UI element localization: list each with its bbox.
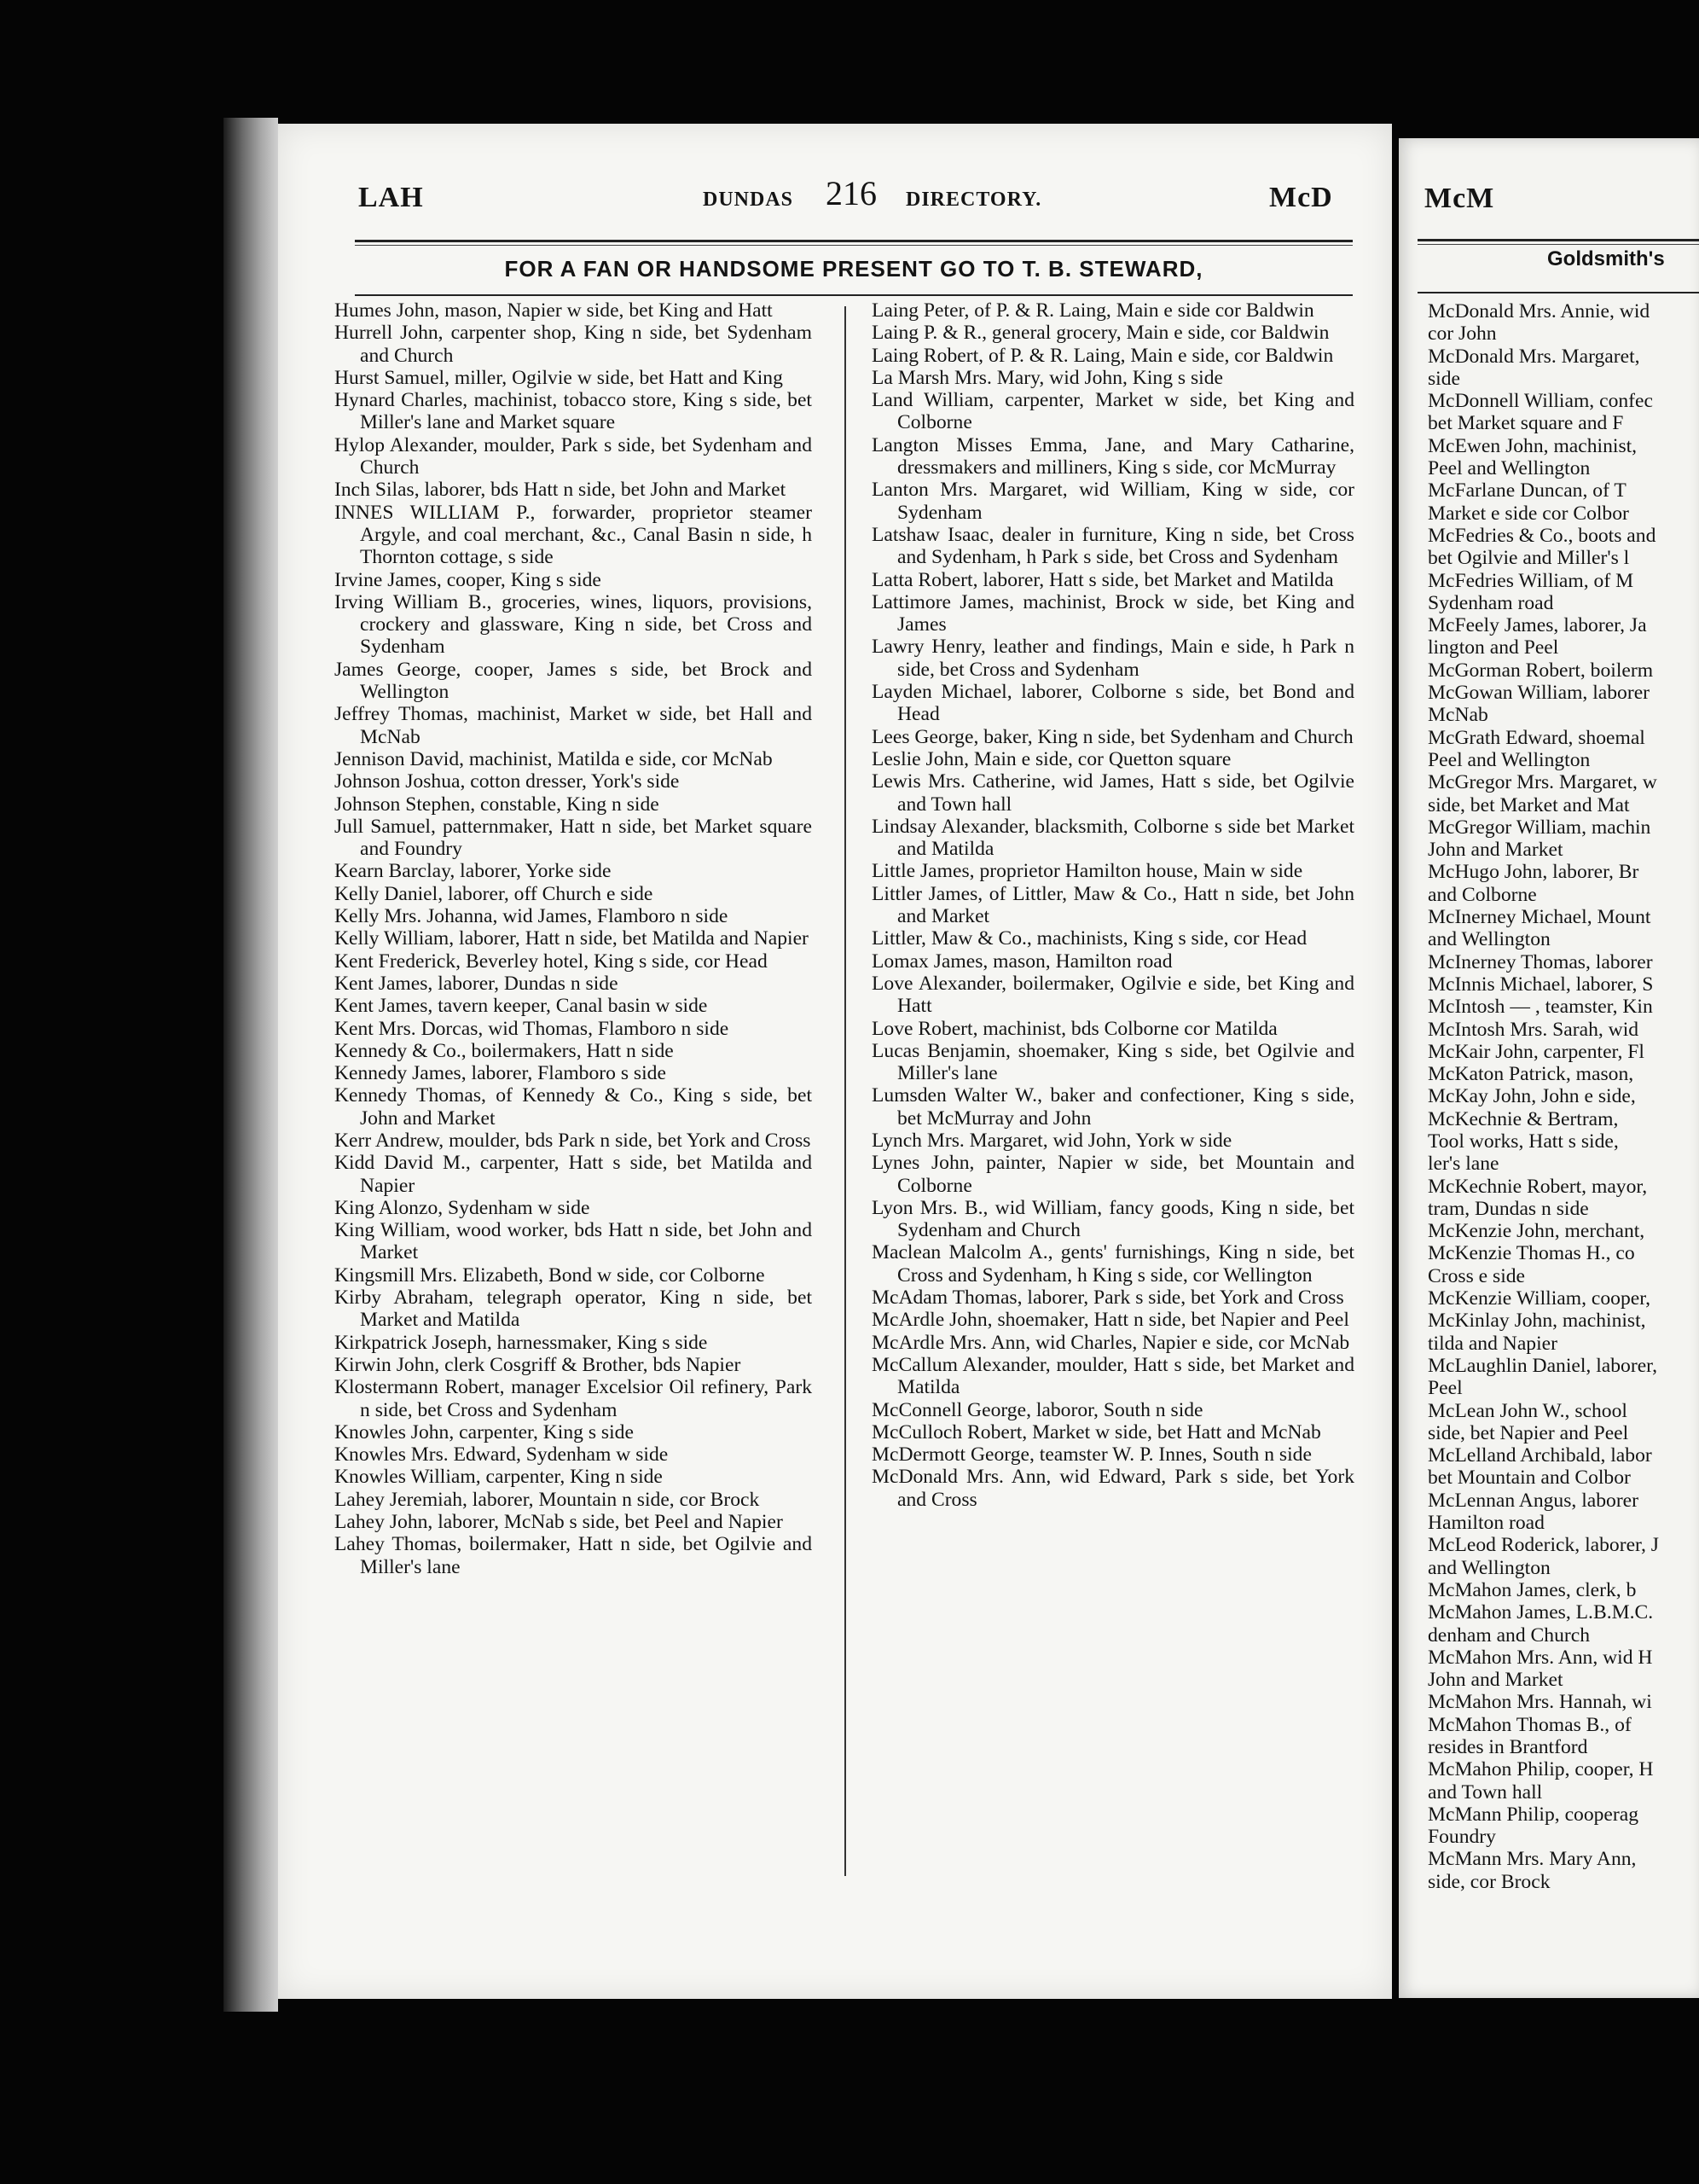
directory-entry: Knowles John, carpenter, King s side xyxy=(334,1420,634,1443)
directory-entry-fragment: McHugo John, laborer, Br xyxy=(1428,861,1639,884)
directory-entry: Lynch Mrs. Margaret, wid John, York w side xyxy=(872,1129,1232,1152)
directory-entry-fragment: McNab xyxy=(1428,704,1488,727)
directory-entry-fragment: Hamilton road xyxy=(1428,1512,1545,1535)
directory-entry: Lahey Jeremiah, laborer, Mountain n side, cor Brock xyxy=(334,1488,760,1511)
directory-entry: Little James, proprietor Hamilton house, Main w side xyxy=(872,860,1303,883)
facing-page xyxy=(1399,138,1699,1998)
directory-entry: Littler James, of Littler, Maw & Co., Hatt n side, bet John and Market xyxy=(872,882,1354,928)
directory-entry: McConnell George, laboror, South n side xyxy=(872,1398,1203,1421)
directory-entry-fragment: McGrath Edward, shoemal xyxy=(1428,726,1645,749)
directory-entry: Jennison David, machinist, Matilda e side, cor McNab xyxy=(334,747,773,770)
directory-entry-fragment: tilda and Napier xyxy=(1428,1332,1557,1355)
directory-entry-fragment: McMann Mrs. Mary Ann, xyxy=(1428,1848,1637,1871)
directory-entry-fragment: McGregor William, machin xyxy=(1428,816,1651,839)
directory-entry: Lees George, baker, King n side, bet Sydenham and Church xyxy=(872,725,1354,748)
directory-entry: Lawry Henry, leather and findings, Main e side, h Park n side, bet Cross and Sydenham xyxy=(872,636,1354,681)
directory-entry: Inch Silas, laborer, bds Hatt n side, bet John and Market xyxy=(334,479,786,502)
directory-entry: McAdam Thomas, laborer, Park s side, bet York and Cross xyxy=(872,1287,1344,1310)
directory-entry: Love Alexander, boilermaker, Ogilvie e side, bet King and Hatt xyxy=(872,972,1354,1018)
directory-entry: Langton Misses Emma, Jane, and Mary Catharine, dressmakers and milliners, King s side, cor McMurray xyxy=(872,433,1354,479)
directory-entry: Kirwin John, clerk Cosgriff & Brother, bds Napier xyxy=(334,1353,741,1376)
directory-entry-fragment: McFedries & Co., boots and xyxy=(1428,524,1656,547)
directory-entry: King William, wood worker, bds Hatt n side, bet John and Market xyxy=(334,1219,812,1264)
directory-entry: Kent James, laborer, Dundas n side xyxy=(334,972,618,995)
directory-entry-fragment: McMahon Mrs. Ann, wid H xyxy=(1428,1646,1653,1669)
page-header xyxy=(278,173,1392,224)
directory-entry: Hurrell John, carpenter shop, King n side, bet Sydenham and Church xyxy=(334,322,812,367)
directory-entry-fragment: McLelland Archibald, labor xyxy=(1428,1444,1652,1467)
directory-entry-fragment: McMahon Mrs. Hannah, wi xyxy=(1428,1691,1652,1714)
directory-entry-fragment: McDonnell William, confec xyxy=(1428,390,1653,413)
directory-entry-fragment: McGorman Robert, boilerm xyxy=(1428,659,1654,682)
directory-entry: Hynard Charles, machinist, tobacco store, King s side, bet Miller's lane and Market square xyxy=(334,389,812,434)
directory-entry-fragment: Market e side cor Colbor xyxy=(1428,502,1629,525)
directory-entry: Lahey John, laborer, McNab s side, bet Peel and Napier xyxy=(334,1511,783,1534)
directory-entry-fragment: McMann Philip, cooperag xyxy=(1428,1803,1639,1826)
directory-entry-fragment: lington and Peel xyxy=(1428,636,1559,659)
header-rule xyxy=(355,240,1353,242)
facing-page-header-abbreviation: McM xyxy=(1424,183,1495,214)
directory-entry-fragment: McKair John, carpenter, Fl xyxy=(1428,1040,1644,1063)
header-left-abbreviation: LAH xyxy=(358,182,424,213)
directory-entry-fragment: McLean John W., school xyxy=(1428,1399,1627,1422)
directory-entry-fragment: McDonald Mrs. Annie, wid xyxy=(1428,300,1650,322)
directory-entry: Kidd David M., carpenter, Hatt s side, bet Matilda and Napier xyxy=(334,1152,812,1197)
directory-entry: Klostermann Robert, manager Excelsior Oil refinery, Park n side, bet Cross and Sydenham xyxy=(334,1376,812,1421)
directory-entry: Leslie John, Main e side, cor Quetton square xyxy=(872,747,1232,770)
directory-entry-fragment: McMahon James, clerk, b xyxy=(1428,1578,1637,1601)
directory-entry: James George, cooper, James s side, bet Brock and Wellington xyxy=(334,658,812,704)
directory-entry: Lanton Mrs. Margaret, wid William, King w side, cor Sydenham xyxy=(872,479,1354,524)
directory-entry-fragment: McKaton Patrick, mason, xyxy=(1428,1063,1634,1086)
directory-entry-fragment: Peel xyxy=(1428,1377,1463,1400)
directory-entry-fragment: and Wellington xyxy=(1428,928,1551,951)
directory-entry: Johnson Joshua, cotton dresser, York's side xyxy=(334,770,680,793)
directory-entry: Kearn Barclay, laborer, Yorke side xyxy=(334,860,612,883)
directory-entry-fragment: McMahon James, L.B.M.C. xyxy=(1428,1601,1654,1624)
directory-entry: Jull Samuel, patternmaker, Hatt n side, bet Market square and Foundry xyxy=(334,815,812,861)
directory-entry-fragment: McFedries William, of M xyxy=(1428,569,1634,592)
facing-header-rule-thin xyxy=(1418,244,1699,245)
banner-rule xyxy=(355,294,1353,296)
directory-entry: Johnson Stephen, constable, King n side xyxy=(334,793,659,816)
directory-entry-fragment: McKenzie John, merchant, xyxy=(1428,1220,1645,1243)
directory-entry-fragment: bet Mountain and Colbor xyxy=(1428,1467,1631,1490)
directory-entry-fragment: McGowan William, laborer xyxy=(1428,682,1650,705)
directory-entry: Kirkpatrick Joseph, harnessmaker, King s side xyxy=(334,1331,708,1354)
directory-entry-fragment: John and Market xyxy=(1428,839,1563,862)
directory-entry-fragment: Cross e side xyxy=(1428,1264,1526,1287)
directory-entry: Kent Frederick, Beverley hotel, King s side, cor Head xyxy=(334,950,768,973)
directory-entry: Kerr Andrew, moulder, bds Park n side, bet York and Cross xyxy=(334,1129,811,1152)
directory-page xyxy=(278,124,1392,1999)
directory-entry-fragment: McLeod Roderick, laborer, J xyxy=(1428,1534,1659,1557)
directory-entry-fragment: McKechnie & Bertram, xyxy=(1428,1107,1619,1130)
directory-entry-fragment: side, cor Brock xyxy=(1428,1870,1551,1893)
directory-entry-fragment: Foundry xyxy=(1428,1826,1496,1849)
directory-entry: Laing Robert, of P. & R. Laing, Main e side, cor Baldwin xyxy=(872,344,1334,367)
directory-entry: Kelly Mrs. Johanna, wid James, Flamboro n side xyxy=(334,905,728,928)
directory-entry: Knowles William, carpenter, King n side xyxy=(334,1466,663,1489)
directory-entry-fragment: McEwen John, machinist, xyxy=(1428,434,1638,457)
advertising-banner: FOR A FAN OR HANDSOME PRESENT GO TO T. B. STEWARD, xyxy=(504,256,1203,282)
directory-entry: Kirby Abraham, telegraph operator, King n side, bet Market and Matilda xyxy=(334,1287,812,1332)
directory-entry: Lomax James, mason, Hamilton road xyxy=(872,950,1173,973)
directory-entry-fragment: McKay John, John e side, xyxy=(1428,1085,1636,1108)
middle-directory-column xyxy=(872,299,1354,1511)
directory-entry: Maclean Malcolm A., gents' furnishings, King n side, bet Cross and Sydenham, h King s side, cor Wellington xyxy=(872,1241,1354,1287)
directory-entry: Lynes John, painter, Napier w side, bet Mountain and Colborne xyxy=(872,1152,1354,1197)
directory-entry-fragment: side xyxy=(1428,367,1461,390)
directory-entry-fragment: Tool works, Hatt s side, xyxy=(1428,1130,1619,1153)
directory-entry-fragment: McGregor Mrs. Margaret, w xyxy=(1428,771,1657,794)
directory-entry: Kelly William, laborer, Hatt n side, bet Matilda and Napier xyxy=(334,927,809,950)
directory-entry-fragment: and Town hall xyxy=(1428,1780,1543,1804)
directory-entry-fragment: bet Market square and F xyxy=(1428,412,1624,435)
directory-entry-fragment: McKechnie Robert, mayor, xyxy=(1428,1175,1648,1198)
directory-entry-fragment: McDonald Mrs. Margaret, xyxy=(1428,345,1640,368)
directory-entry-fragment: McMahon Philip, cooper, H xyxy=(1428,1758,1654,1781)
directory-entry: Kent James, tavern keeper, Canal basin w side xyxy=(334,995,708,1018)
directory-entry: Irving William B., groceries, wines, liquors, provisions, crockery and glassware, King n side, bet Cross and Sydenham xyxy=(334,590,812,659)
left-directory-column xyxy=(334,299,812,1578)
directory-entry-fragment: Sydenham road xyxy=(1428,591,1554,614)
directory-entry-fragment: McInerney Thomas, laborer xyxy=(1428,950,1653,973)
directory-entry: Lumsden Walter W., baker and confectioner, King s side, bet McMurray and John xyxy=(872,1084,1354,1130)
directory-entry-fragment: McFarlane Duncan, of T xyxy=(1428,479,1627,502)
directory-entry: McDonald Mrs. Ann, wid Edward, Park s side, bet York and Cross xyxy=(872,1466,1354,1511)
directory-entry: Littler, Maw & Co., machinists, King s side, cor Head xyxy=(872,927,1308,950)
directory-entry-fragment: McFeely James, laborer, Ja xyxy=(1428,614,1647,637)
directory-entry-fragment: McInerney Michael, Mount xyxy=(1428,906,1651,929)
directory-entry: Laing P. & R., general grocery, Main e side, cor Baldwin xyxy=(872,322,1330,345)
directory-entry-fragment: cor John xyxy=(1428,322,1497,346)
directory-entry: Lattimore James, machinist, Brock w side, bet King and James xyxy=(872,590,1354,636)
directory-entry-fragment: side, bet Market and Mat xyxy=(1428,793,1630,816)
directory-entry: Humes John, mason, Napier w side, bet King and Hatt xyxy=(334,299,773,322)
header-town: DUNDAS xyxy=(703,189,794,211)
directory-entry-fragment: tram, Dundas n side xyxy=(1428,1197,1589,1220)
directory-entry-fragment: denham and Church xyxy=(1428,1623,1591,1647)
directory-entry: Hylop Alexander, moulder, Park s side, bet Sydenham and Church xyxy=(334,433,812,479)
directory-entry: Layden Michael, laborer, Colborne s side, bet Bond and Head xyxy=(872,681,1354,726)
directory-entry: Lewis Mrs. Catherine, wid James, Hatt s side, bet Ogilvie and Town hall xyxy=(872,770,1354,816)
directory-entry-fragment: John and Market xyxy=(1428,1669,1563,1692)
directory-entry-fragment: McLennan Angus, laborer xyxy=(1428,1489,1639,1512)
directory-entry-fragment: Peel and Wellington xyxy=(1428,457,1591,480)
directory-entry: Kennedy Thomas, of Kennedy & Co., King s side, bet John and Market xyxy=(334,1084,812,1130)
directory-entry: Latta Robert, laborer, Hatt s side, bet Market and Matilda xyxy=(872,568,1334,591)
directory-entry: Knowles Mrs. Edward, Sydenham w side xyxy=(334,1443,669,1467)
directory-entry-fragment: resides in Brantford xyxy=(1428,1736,1588,1758)
directory-entry-fragment: McMahon Thomas B., of xyxy=(1428,1713,1632,1736)
directory-entry-fragment: McKenzie Thomas H., co xyxy=(1428,1242,1635,1265)
book-spine-edge xyxy=(223,118,278,2012)
directory-entry: Jeffrey Thomas, machinist, Market w side, bet Hall and McNab xyxy=(334,703,812,748)
directory-entry: Lyon Mrs. B., wid William, fancy goods, King n side, bet Sydenham and Church xyxy=(872,1196,1354,1242)
directory-entry: McArdle John, shoemaker, Hatt n side, bet Napier and Peel xyxy=(872,1309,1349,1332)
directory-entry: Laing Peter, of P. & R. Laing, Main e side cor Baldwin xyxy=(872,299,1314,322)
directory-entry: Kingsmill Mrs. Elizabeth, Bond w side, cor Colborne xyxy=(334,1263,765,1287)
directory-entry-fragment: McIntosh Mrs. Sarah, wid xyxy=(1428,1018,1639,1041)
directory-entry-fragment: and Wellington xyxy=(1428,1556,1551,1579)
directory-entry: King Alonzo, Sydenham w side xyxy=(334,1196,590,1219)
directory-entry: Lahey Thomas, boilermaker, Hatt n side, bet Ogilvie and Miller's lane xyxy=(334,1533,812,1578)
directory-entry: La Marsh Mrs. Mary, wid John, King s side xyxy=(872,366,1223,389)
directory-entry-fragment: bet Ogilvie and Miller's l xyxy=(1428,547,1630,570)
header-right-abbreviation: McD xyxy=(1269,182,1333,213)
facing-header-rule xyxy=(1418,239,1699,241)
directory-entry: McCallum Alexander, moulder, Hatt s side, bet Market and Matilda xyxy=(872,1353,1354,1399)
directory-entry: Kelly Daniel, laborer, off Church e side xyxy=(334,882,653,905)
directory-entry: McArdle Mrs. Ann, wid Charles, Napier e side, cor McNab xyxy=(872,1331,1350,1354)
directory-entry-fragment: McKenzie William, cooper, xyxy=(1428,1287,1651,1310)
directory-entry-fragment: McIntosh — , teamster, Kin xyxy=(1428,996,1653,1019)
directory-entry: Lucas Benjamin, shoemaker, King s side, bet Ogilvie and Miller's lane xyxy=(872,1039,1354,1085)
directory-entry: Love Robert, machinist, bds Colborne cor Matilda xyxy=(872,1017,1278,1040)
directory-entry: Latshaw Isaac, dealer in furniture, King n side, bet Cross and Sydenham, h Park s side, bet Cross and Sydenham xyxy=(872,523,1354,569)
directory-entry: Hurst Samuel, miller, Ogilvie w side, bet Hatt and King xyxy=(334,366,783,389)
page-number: 216 xyxy=(826,174,877,212)
directory-entry: Irvine James, cooper, King s side xyxy=(334,568,601,591)
directory-entry-fragment: Peel and Wellington xyxy=(1428,748,1591,771)
facing-banner-rule xyxy=(1418,292,1699,293)
directory-entry: McCulloch Robert, Market w side, bet Hatt and McNab xyxy=(872,1420,1321,1443)
facing-directory-column xyxy=(1428,300,1699,1893)
directory-entry: Land William, carpenter, Market w side, bet King and Colborne xyxy=(872,389,1354,434)
directory-entry: Kennedy & Co., boilermakers, Hatt n side xyxy=(334,1039,674,1062)
directory-entry-fragment: McInnis Michael, laborer, S xyxy=(1428,973,1654,996)
directory-entry: Kennedy James, laborer, Flamboro s side xyxy=(334,1062,666,1085)
directory-entry: Lindsay Alexander, blacksmith, Colborne s side bet Market and Matilda xyxy=(872,815,1354,861)
directory-entry: INNES WILLIAM P., forwarder, proprietor steamer Argyle, and coal merchant, &c., Canal Basin n side, h Thornton cottage, s side xyxy=(334,501,812,569)
directory-entry-fragment: side, bet Napier and Peel xyxy=(1428,1421,1629,1444)
header-directory-title: DIRECTORY. xyxy=(906,189,1042,211)
facing-page-banner: Goldsmith's xyxy=(1547,247,1665,270)
directory-entry-fragment: ler's lane xyxy=(1428,1153,1499,1176)
directory-entry: Kent Mrs. Dorcas, wid Thomas, Flamboro n side xyxy=(334,1017,729,1040)
directory-entry-fragment: and Colborne xyxy=(1428,883,1537,906)
column-divider xyxy=(844,306,846,1876)
directory-entry-fragment: McLaughlin Daniel, laborer, xyxy=(1428,1354,1657,1377)
directory-entry: McDermott George, teamster W. P. Innes, South n side xyxy=(872,1443,1312,1467)
directory-entry-fragment: McKinlay John, machinist, xyxy=(1428,1310,1646,1333)
